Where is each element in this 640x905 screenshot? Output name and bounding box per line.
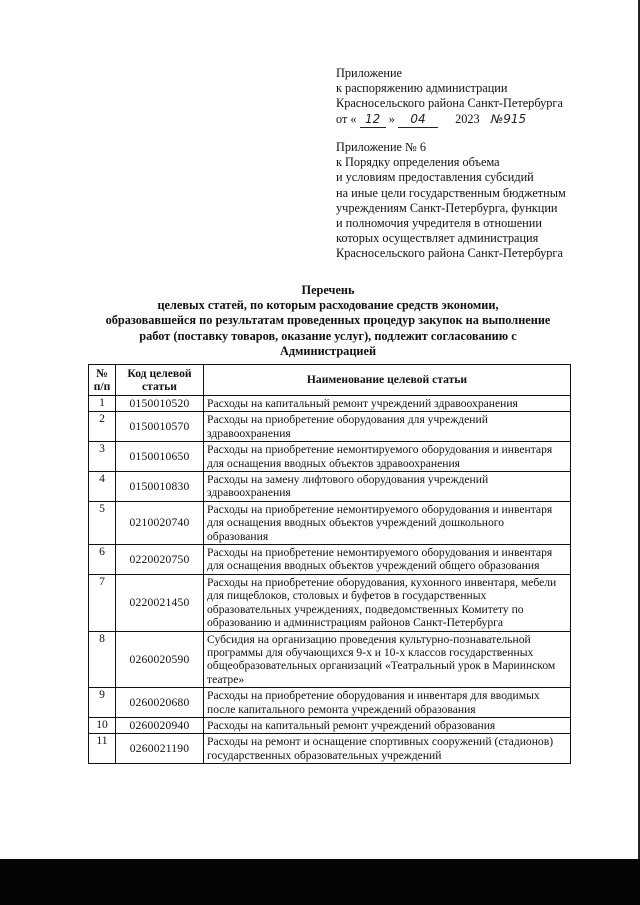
target-articles-table: [88, 364, 571, 764]
row-code: 0150010520: [116, 396, 204, 412]
title-line: Администрацией: [279, 343, 377, 358]
row-num: 8: [89, 631, 116, 688]
row-num: 4: [89, 472, 116, 502]
row-num: 1: [89, 396, 116, 412]
appendix6-line: и полномочия учредителя в отношении: [336, 216, 542, 231]
number-value: 915: [503, 111, 527, 126]
header-name: Наименование целевой статьи: [204, 365, 571, 396]
row-code: 0150010650: [116, 442, 204, 472]
appendix-district-line: Красносельского района Санкт-Петербурга: [336, 96, 563, 111]
scan-bottom-band: [0, 859, 640, 905]
date-month: 04: [398, 112, 438, 128]
row-num: 9: [89, 688, 116, 718]
row-name: Расходы на приобретение оборудования для учреждений здравоохранения: [204, 412, 571, 442]
row-code: 0220021450: [116, 574, 204, 631]
row-name: Расходы на капитальный ремонт учреждений образования: [204, 717, 571, 733]
row-name: Расходы на замену лифтового оборудования учреждений здравоохранения: [204, 472, 571, 502]
table-row: [89, 688, 571, 718]
table-row: [89, 501, 571, 544]
row-code: 0150010830: [116, 472, 204, 502]
row-name: Расходы на приобретение оборудования, кухонного инвентаря, мебели для пищеблоков, столовых и буфетов в государственных образовательных учреждениях, подведомственных Комитету по образованию и администрациям районов Санкт-Петербурга: [204, 574, 571, 631]
date-prefix: от «: [336, 111, 357, 126]
table-row: [89, 734, 571, 764]
table-row: [89, 442, 571, 472]
document-title: [88, 283, 568, 359]
appendix6-line: Красносельского района Санкт-Петербурга: [336, 246, 563, 261]
row-num: 5: [89, 501, 116, 544]
row-name: Расходы на капитальный ремонт учреждений здравоохранения: [204, 396, 571, 412]
title-line: Перечень: [301, 283, 355, 297]
row-name: Расходы на приобретение немонтируемого оборудования и инвентаря для оснащения вводных объектов учреждений дошкольного образования: [204, 501, 571, 544]
appendix6-line: и условиям предоставления субсидий: [336, 170, 534, 185]
appendix-date-line: [336, 112, 596, 128]
row-name: Расходы на приобретение оборудования и инвентаря для вводимых после капитального ремонта учреждений образования: [204, 688, 571, 718]
row-code: 0260020940: [116, 717, 204, 733]
appendix-order-line: к распоряжению администрации: [336, 81, 508, 96]
date-year: 2023: [455, 111, 480, 126]
row-code: 0260020680: [116, 688, 204, 718]
row-code: 0260021190: [116, 734, 204, 764]
appendix6-block: [336, 140, 596, 262]
header-code: Код целевой статьи: [116, 365, 204, 396]
row-num: 11: [89, 734, 116, 764]
table-row: [89, 545, 571, 575]
table-row: [89, 396, 571, 412]
row-name: Расходы на приобретение немонтируемого оборудования и инвентаря для оснащения вводных объектов учреждений общего образования: [204, 545, 571, 575]
row-num: 3: [89, 442, 116, 472]
table-row: [89, 472, 571, 502]
table-header-row: [89, 365, 571, 396]
header-num: № п/п: [89, 365, 116, 396]
row-name: Субсидия на организацию проведения культурно-познавательной программы для обучающихся 9-х и 10-х классов государственных общеобразовательных организаций «Театральный урок в Мариинском театре»: [204, 631, 571, 688]
row-code: 0260020590: [116, 631, 204, 688]
row-code: 0150010570: [116, 412, 204, 442]
row-name: Расходы на ремонт и оснащение спортивных сооружений (стадионов) государственных образовательных учреждений: [204, 734, 571, 764]
appendix6-heading: Приложение № 6: [336, 140, 427, 154]
table-row: [89, 574, 571, 631]
appendix6-line: на иные цели государственным бюджетным: [336, 185, 566, 200]
table-row: [89, 631, 571, 688]
title-line: целевых статей, по которым расходование средств экономии,: [157, 298, 499, 313]
row-code: 0210020740: [116, 501, 204, 544]
date-mid: »: [388, 111, 395, 126]
date-day: 12: [360, 112, 386, 128]
row-num: 6: [89, 545, 116, 575]
appendix-heading: Приложение: [336, 66, 402, 80]
number-sign: №: [490, 111, 504, 126]
title-line: работ (поставку товаров, оказание услуг), подлежит согласованию с: [139, 328, 517, 343]
row-num: 7: [89, 574, 116, 631]
appendix6-line: к Порядку определения объема: [336, 155, 500, 170]
appendix6-line: учреждениям Санкт-Петербурга, функции: [336, 200, 558, 215]
row-num: 10: [89, 717, 116, 733]
row-code: 0220020750: [116, 545, 204, 575]
appendix-block: [336, 66, 596, 128]
table-row: [89, 412, 571, 442]
table-row: [89, 717, 571, 733]
row-num: 2: [89, 412, 116, 442]
appendix6-line: которых осуществляет администрация: [336, 231, 539, 246]
title-line: образовавшейся по результатам проведенных процедур закупок на выполнение: [105, 313, 551, 328]
row-name: Расходы на приобретение немонтируемого оборудования и инвентаря для оснащения вводных объектов здравоохранения: [204, 442, 571, 472]
